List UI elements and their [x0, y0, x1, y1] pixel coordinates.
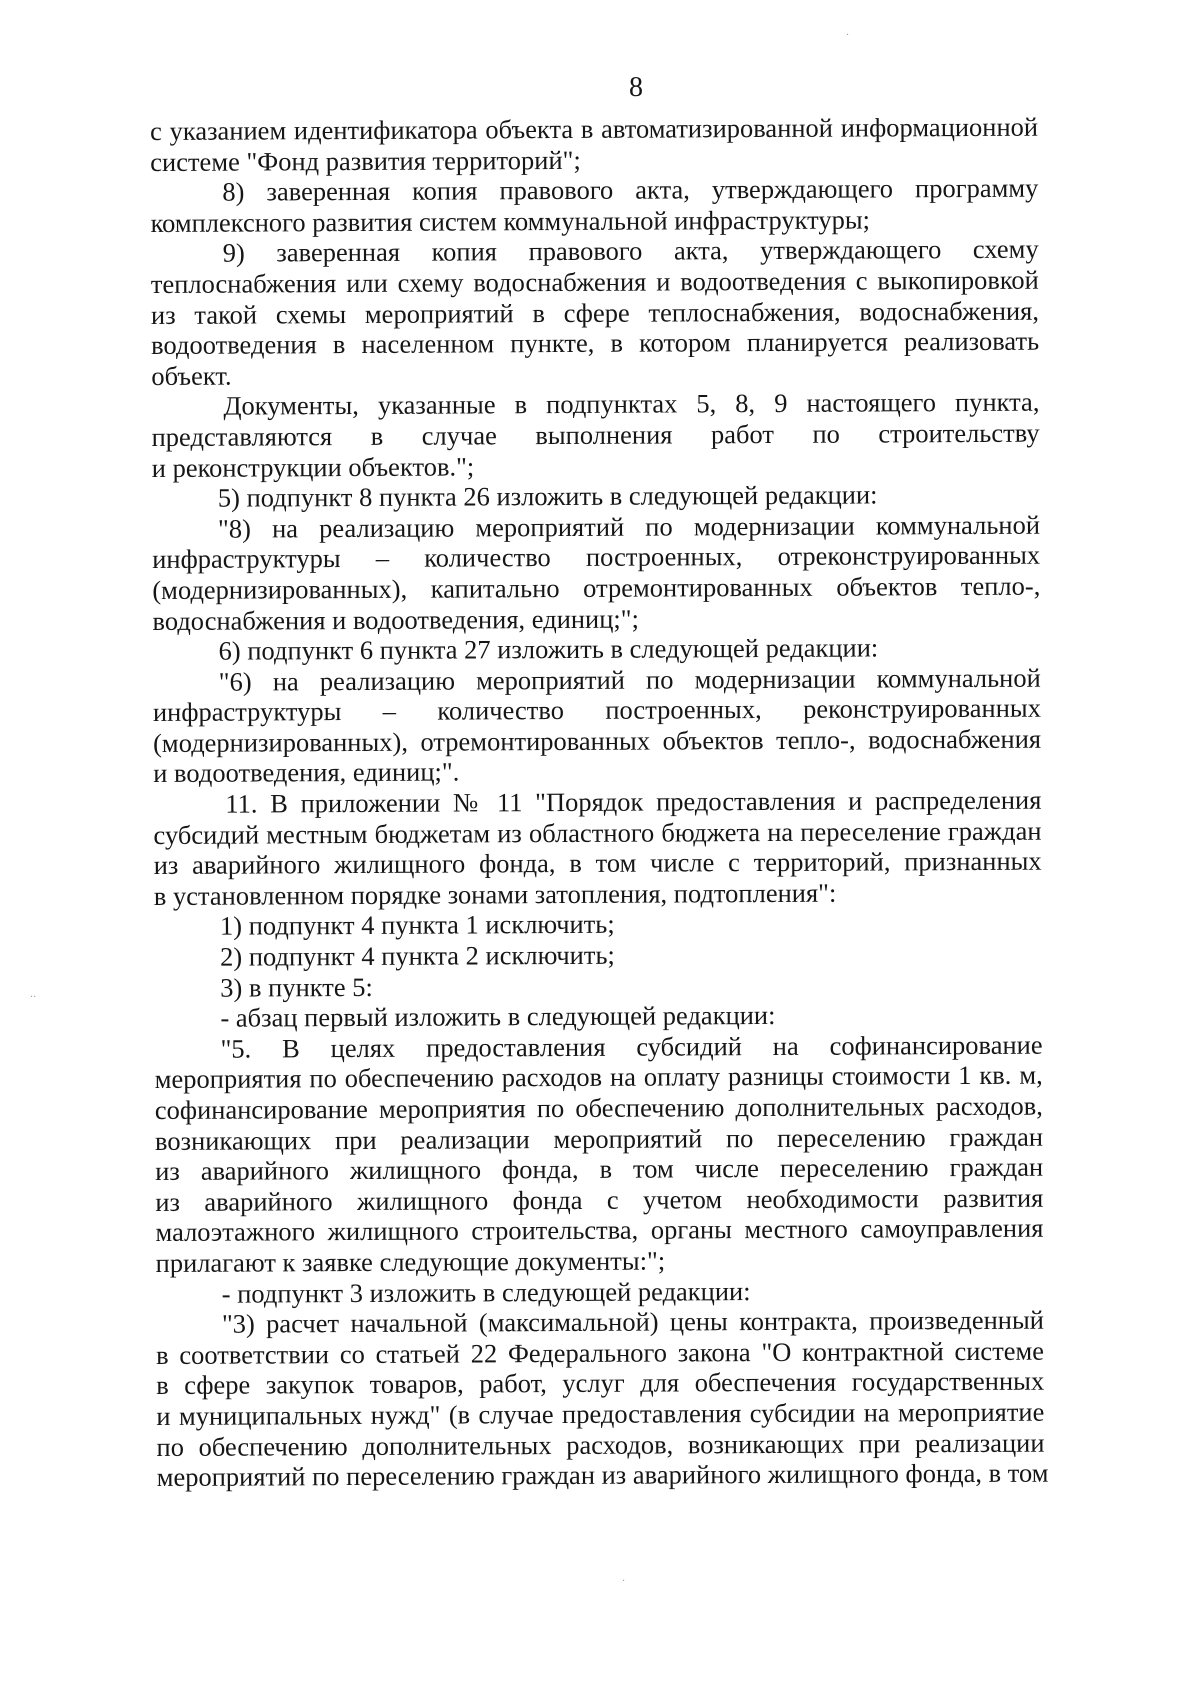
document-line: прилагают к заявке следующие документы:"; — [155, 1245, 666, 1278]
document-line: 5) подпункт 8 пункта 26 изложить в следующей редакции: — [217, 479, 878, 513]
document-line: Документы, указанные в подпунктах 5, 8, 9 настоящего пункта, — [223, 387, 1040, 421]
document-line: инфраструктуры – количество построенных, отреконструированных — [152, 539, 1041, 575]
scan-speck-mark: · — [846, 30, 850, 41]
document-line: софинансирование мероприятия по обеспечению дополнительных расходов, — [154, 1090, 1043, 1125]
document-line: из аварийного жилищного фонда, в том числе с территорий, признанных — [153, 845, 1042, 881]
document-line: "3) расчет начальной (максимальной) цены контракта, произведенный — [221, 1304, 1044, 1339]
document-line: (модернизированных), отремонтированных объектов тепло-, водоснабжения — [152, 723, 1042, 758]
document-line: 8) заверенная копия правового акта, утверждающего программу — [222, 172, 1039, 207]
document-line: в соответствии со статьей 22 Федерального закона "О контрактной системе — [155, 1335, 1045, 1370]
document-line: с указанием идентификатора объекта в автоматизированной информационной — [150, 111, 1039, 146]
document-line: 6) подпункт 6 пункта 27 изложить в следующей редакции: — [218, 632, 879, 666]
document-line: и реконструкции объектов."; — [151, 450, 475, 483]
document-line: по обеспечению дополнительных расходов, возникающих при реализации — [156, 1427, 1045, 1462]
page-number: 8 — [629, 72, 643, 103]
document-line: 9) заверенная копия правового акта, утверждающего схему — [222, 234, 1039, 269]
document-line: малоэтажного жилищного строительства, органы местного самоуправления — [155, 1213, 1044, 1248]
document-line: водоотведения в населенном пункте, в котором планируется реализовать — [151, 325, 1040, 361]
scan-speck-mark: ·· — [30, 992, 37, 1003]
document-line: "6) на реализацию мероприятий по модернизации коммунальной — [218, 662, 1041, 697]
document-line: (модернизированных), капитально отремонтированных объектов тепло-, — [152, 570, 1041, 605]
document-line: теплоснабжения или схему водоснабжения и водоотведения с выкопировкой — [150, 264, 1039, 299]
document-line: и муниципальных нужд" (в случае предоставления субсидии на мероприятие — [156, 1396, 1045, 1431]
document-line: 1) подпункт 4 пункта 1 исключить; — [219, 909, 615, 942]
document-line: и водоотведения, единиц;". — [153, 756, 460, 789]
document-line: мероприятия по обеспечению расходов на оплату разницы стоимости 1 кв. м, — [154, 1060, 1043, 1095]
document-line: возникающих при реализации мероприятий по переселению граждан — [154, 1121, 1044, 1156]
document-line: - подпункт 3 изложить в следующей редакции: — [221, 1275, 751, 1309]
document-line: 3) в пункте 5: — [220, 971, 373, 1003]
document-line: представляются в случае выполнения работ по строительству — [151, 417, 1040, 452]
document-body — [150, 111, 1049, 1493]
document-line: - абзац первый изложить в следующей редакции: — [220, 1000, 776, 1033]
document-line: из такой схемы мероприятий в сфере теплоснабжения, водоснабжения, — [150, 295, 1040, 330]
document-line: объект. — [151, 360, 232, 391]
document-line: инфраструктуры – количество построенных, реконструированных — [152, 692, 1041, 728]
document-line: мероприятий по переселению граждан из аварийного жилищного фонда, в том — [156, 1457, 1049, 1493]
document-line: комплексного развития систем коммунальной инфраструктуры; — [150, 204, 871, 238]
document-line: в сфере закупок товаров, работ, услуг для обеспечения государственных — [156, 1365, 1045, 1401]
scan-speck-mark: · — [622, 1576, 626, 1587]
document-line: системе "Фонд развития территорий"; — [150, 144, 581, 177]
document-line: "5. В целях предоставления субсидий на софинансирование — [220, 1029, 1043, 1064]
document-line: из аварийного жилищного фонда с учетом необходимости развития — [155, 1182, 1044, 1217]
document-line: "8) на реализацию мероприятий по модернизации коммунальной — [217, 509, 1041, 544]
document-line: 11. В приложении № 11 "Порядок предоставления и распределения — [225, 784, 1042, 819]
document-line: из аварийного жилищного фонда, в том числе переселению граждан — [155, 1151, 1044, 1187]
document-line: в установленном порядке зонами затопления, подтопления": — [153, 877, 837, 911]
document-line: водоснабжения и водоотведения, единиц;"; — [152, 603, 640, 636]
document-line: 2) подпункт 4 пункта 2 исключить; — [220, 939, 615, 972]
document-line: субсидий местным бюджетам из областного бюджета на переселение граждан — [153, 815, 1042, 850]
